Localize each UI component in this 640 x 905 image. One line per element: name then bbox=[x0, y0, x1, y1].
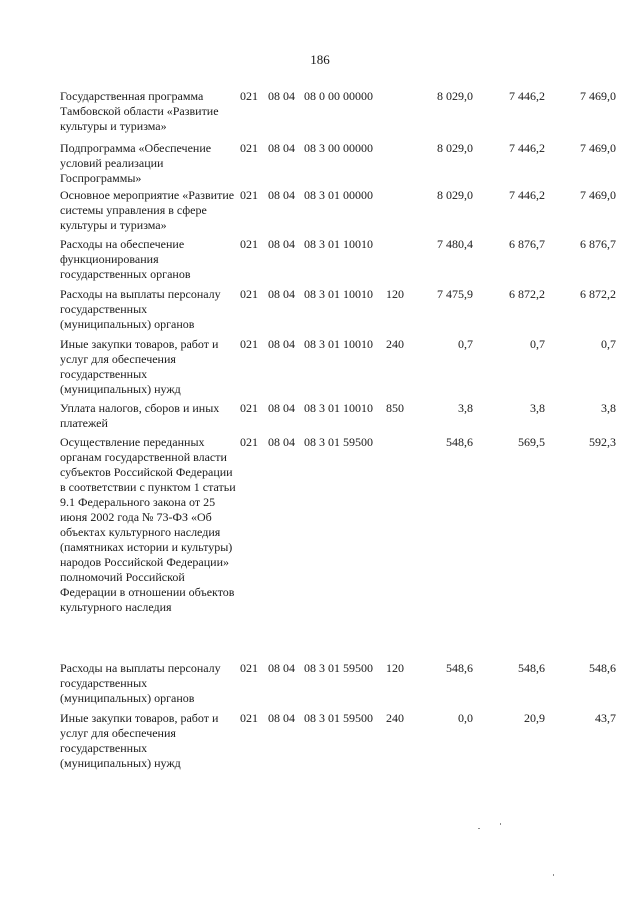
section-code: 08 04 bbox=[268, 337, 295, 351]
ministry-code: 021 bbox=[240, 711, 258, 725]
expense-type-code: 240 bbox=[386, 337, 404, 351]
ministry-code: 021 bbox=[240, 237, 258, 251]
row-name: Государственная программа Тамбовской области «Развитие культуры и туризма» bbox=[60, 89, 219, 133]
amount-year-1: 8 029,0 bbox=[437, 89, 473, 103]
amount-year-1: 7 475,9 bbox=[437, 287, 473, 301]
amount-year-3: 6 876,7 bbox=[580, 237, 616, 251]
amount-year-3: 548,6 bbox=[589, 661, 616, 675]
section-code: 08 04 bbox=[268, 401, 295, 415]
target-article-code: 08 0 00 00000 bbox=[304, 89, 373, 103]
page-number: 186 bbox=[310, 52, 330, 67]
expense-type-code: 120 bbox=[386, 287, 404, 301]
amount-year-1: 8 029,0 bbox=[437, 141, 473, 155]
section-code: 08 04 bbox=[268, 661, 295, 675]
row-name: Основное мероприятие «Развитие системы управления в сфере культуры и туризма» bbox=[60, 188, 235, 232]
section-code: 08 04 bbox=[268, 435, 295, 449]
section-code: 08 04 bbox=[268, 711, 295, 725]
ministry-code: 021 bbox=[240, 337, 258, 351]
amount-year-2: 0,7 bbox=[530, 337, 545, 351]
ministry-code: 021 bbox=[240, 89, 258, 103]
amount-year-3: 592,3 bbox=[589, 435, 616, 449]
amount-year-1: 8 029,0 bbox=[437, 188, 473, 202]
target-article-code: 08 3 01 59500 bbox=[304, 435, 373, 449]
section-code: 08 04 bbox=[268, 141, 295, 155]
ministry-code: 021 bbox=[240, 435, 258, 449]
target-article-code: 08 3 01 10010 bbox=[304, 337, 373, 351]
amount-year-3: 43,7 bbox=[595, 711, 616, 725]
ministry-code: 021 bbox=[240, 401, 258, 415]
amount-year-1: 0,0 bbox=[458, 711, 473, 725]
target-article-code: 08 3 01 59500 bbox=[304, 661, 373, 675]
ministry-code: 021 bbox=[240, 661, 258, 675]
amount-year-3: 7 469,0 bbox=[580, 188, 616, 202]
ministry-code: 021 bbox=[240, 141, 258, 155]
row-name: Расходы на выплаты персоналу государственных (муниципальных) органов bbox=[60, 661, 221, 705]
ministry-code: 021 bbox=[240, 188, 258, 202]
row-name: Иные закупки товаров, работ и услуг для обеспечения государственных (муниципальных) нужд bbox=[60, 711, 219, 770]
amount-year-2: 3,8 bbox=[530, 401, 545, 415]
scan-speck bbox=[553, 874, 554, 876]
amount-year-2: 20,9 bbox=[524, 711, 545, 725]
amount-year-3: 7 469,0 bbox=[580, 141, 616, 155]
target-article-code: 08 3 01 59500 bbox=[304, 711, 373, 725]
target-article-code: 08 3 01 10010 bbox=[304, 237, 373, 251]
target-article-code: 08 3 00 00000 bbox=[304, 141, 373, 155]
amount-year-1: 548,6 bbox=[446, 661, 473, 675]
amount-year-3: 7 469,0 bbox=[580, 89, 616, 103]
amount-year-1: 7 480,4 bbox=[437, 237, 473, 251]
row-name: Осуществление переданных органам государственной власти субъектов Российской Федерации в соответствии с пунктом 1 статьи 9.1 Федерального закона от 25 июня 2002 года № 73-ФЗ «Об объектах культурного наследия (памятниках истории и культуры) народов Российской Федерации» полномочий Российской Федерации в отношении объектов культурного наследия bbox=[60, 435, 236, 614]
expense-type-code: 850 bbox=[386, 401, 404, 415]
amount-year-1: 3,8 bbox=[458, 401, 473, 415]
amount-year-2: 6 872,2 bbox=[509, 287, 545, 301]
amount-year-1: 0,7 bbox=[458, 337, 473, 351]
row-name: Расходы на выплаты персоналу государственных (муниципальных) органов bbox=[60, 287, 221, 331]
amount-year-3: 6 872,2 bbox=[580, 287, 616, 301]
target-article-code: 08 3 01 10010 bbox=[304, 287, 373, 301]
amount-year-1: 548,6 bbox=[446, 435, 473, 449]
row-name: Иные закупки товаров, работ и услуг для обеспечения государственных (муниципальных) нужд bbox=[60, 337, 219, 396]
amount-year-2: 6 876,7 bbox=[509, 237, 545, 251]
section-code: 08 04 bbox=[268, 287, 295, 301]
section-code: 08 04 bbox=[268, 237, 295, 251]
expense-type-code: 120 bbox=[386, 661, 404, 675]
amount-year-2: 7 446,2 bbox=[509, 188, 545, 202]
amount-year-2: 7 446,2 bbox=[509, 89, 545, 103]
amount-year-3: 3,8 bbox=[601, 401, 616, 415]
row-name: Расходы на обеспечение функционирования государственных органов bbox=[60, 237, 191, 281]
scan-speck bbox=[500, 823, 501, 825]
amount-year-2: 7 446,2 bbox=[509, 141, 545, 155]
section-code: 08 04 bbox=[268, 188, 295, 202]
amount-year-3: 0,7 bbox=[601, 337, 616, 351]
target-article-code: 08 3 01 10010 bbox=[304, 401, 373, 415]
section-code: 08 04 bbox=[268, 89, 295, 103]
row-name: Уплата налогов, сборов и иных платежей bbox=[60, 401, 220, 430]
amount-year-2: 569,5 bbox=[518, 435, 545, 449]
amount-year-2: 548,6 bbox=[518, 661, 545, 675]
target-article-code: 08 3 01 00000 bbox=[304, 188, 373, 202]
expense-type-code: 240 bbox=[386, 711, 404, 725]
row-name: Подпрограмма «Обеспечение условий реализации Госпрограммы» bbox=[60, 141, 212, 185]
scan-speck bbox=[478, 828, 480, 829]
ministry-code: 021 bbox=[240, 287, 258, 301]
